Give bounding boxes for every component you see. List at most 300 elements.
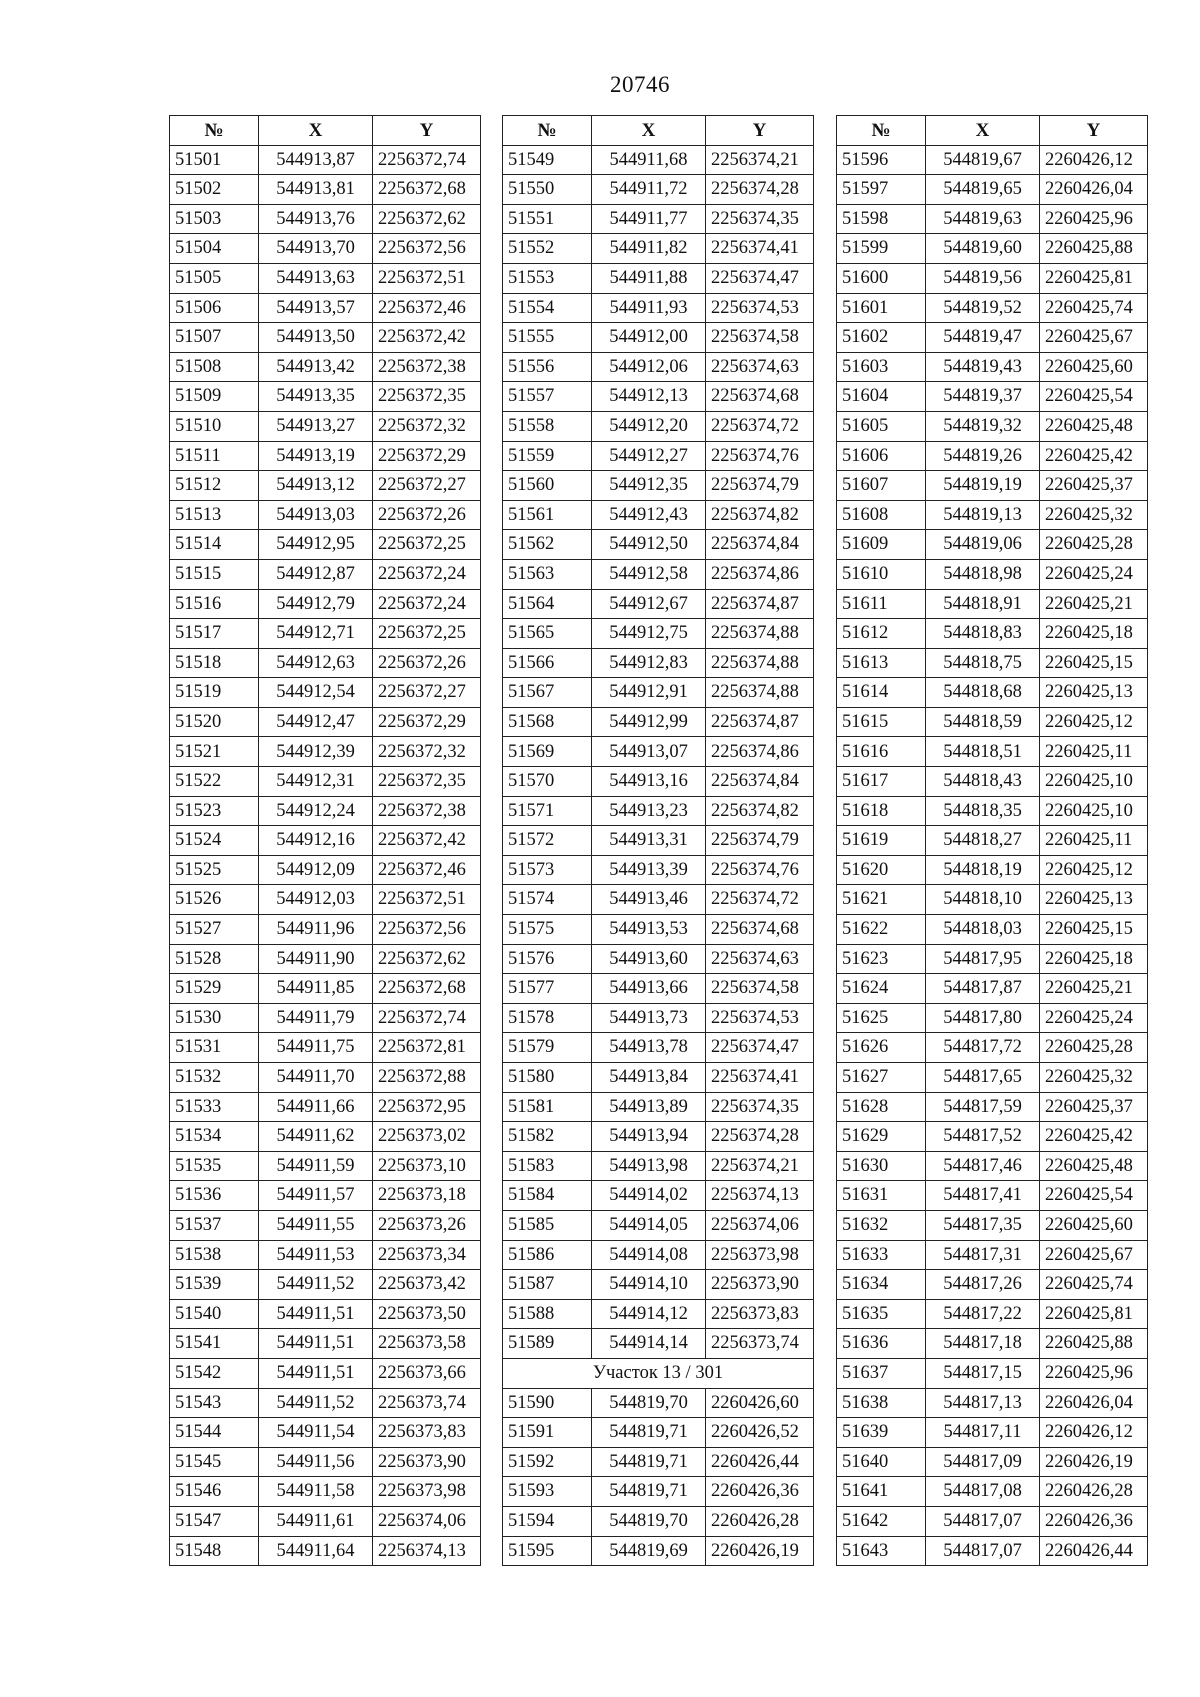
table-row bbox=[170, 471, 481, 501]
point-number-cell: 51605 bbox=[837, 411, 926, 441]
x-coordinate-cell: 544913,89 bbox=[592, 1092, 706, 1122]
point-number-cell: 51636 bbox=[837, 1329, 926, 1359]
y-coordinate-cell: 2256374,82 bbox=[706, 500, 814, 530]
x-coordinate-cell: 544912,13 bbox=[592, 382, 706, 412]
y-coordinate-cell: 2260425,74 bbox=[1040, 293, 1148, 323]
y-coordinate-cell: 2256372,25 bbox=[373, 619, 481, 649]
table-row bbox=[170, 234, 481, 264]
point-number-cell: 51642 bbox=[837, 1506, 926, 1536]
point-number-cell: 51589 bbox=[503, 1329, 592, 1359]
y-coordinate-cell: 2256373,74 bbox=[706, 1329, 814, 1359]
table-row bbox=[837, 1329, 1148, 1359]
table-row bbox=[170, 974, 481, 1004]
table-row bbox=[503, 1418, 814, 1448]
point-number-cell: 51550 bbox=[503, 175, 592, 205]
y-coordinate-cell: 2256372,51 bbox=[373, 263, 481, 293]
y-coordinate-cell: 2256372,81 bbox=[373, 1033, 481, 1063]
table-row bbox=[503, 263, 814, 293]
table-row bbox=[837, 1447, 1148, 1477]
point-number-cell: 51629 bbox=[837, 1122, 926, 1152]
table-row bbox=[503, 441, 814, 471]
y-coordinate-cell: 2260425,54 bbox=[1040, 1181, 1148, 1211]
y-coordinate-cell: 2260426,12 bbox=[1040, 1418, 1148, 1448]
y-coordinate-cell: 2260425,11 bbox=[1040, 737, 1148, 767]
header-number: № bbox=[170, 116, 259, 146]
point-number-cell: 51512 bbox=[170, 471, 259, 501]
x-coordinate-cell: 544912,39 bbox=[259, 737, 373, 767]
y-coordinate-cell: 2260425,28 bbox=[1040, 1033, 1148, 1063]
point-number-cell: 51614 bbox=[837, 678, 926, 708]
y-coordinate-cell: 2256372,68 bbox=[373, 974, 481, 1004]
y-coordinate-cell: 2256374,06 bbox=[373, 1506, 481, 1536]
table-row bbox=[503, 1122, 814, 1152]
y-coordinate-cell: 2260425,42 bbox=[1040, 441, 1148, 471]
table-row bbox=[503, 175, 814, 205]
x-coordinate-cell: 544818,75 bbox=[926, 648, 1040, 678]
table-row bbox=[170, 885, 481, 915]
table-row bbox=[170, 293, 481, 323]
x-coordinate-cell: 544912,31 bbox=[259, 767, 373, 797]
x-coordinate-cell: 544818,83 bbox=[926, 619, 1040, 649]
table-row bbox=[170, 263, 481, 293]
point-number-cell: 51596 bbox=[837, 145, 926, 175]
x-coordinate-cell: 544913,76 bbox=[259, 204, 373, 234]
y-coordinate-cell: 2260426,19 bbox=[1040, 1447, 1148, 1477]
y-coordinate-cell: 2256372,46 bbox=[373, 855, 481, 885]
y-coordinate-cell: 2256373,58 bbox=[373, 1329, 481, 1359]
y-coordinate-cell: 2256373,90 bbox=[706, 1270, 814, 1300]
table-row bbox=[503, 145, 814, 175]
x-coordinate-cell: 544911,68 bbox=[592, 145, 706, 175]
table-row bbox=[170, 1092, 481, 1122]
x-coordinate-cell: 544911,51 bbox=[259, 1329, 373, 1359]
table-row bbox=[170, 1358, 481, 1388]
table-row bbox=[170, 559, 481, 589]
table-row bbox=[837, 293, 1148, 323]
table-row bbox=[170, 767, 481, 797]
x-coordinate-cell: 544913,81 bbox=[259, 175, 373, 205]
table-row bbox=[837, 411, 1148, 441]
x-coordinate-cell: 544911,70 bbox=[259, 1063, 373, 1093]
y-coordinate-cell: 2256372,25 bbox=[373, 530, 481, 560]
x-coordinate-cell: 544817,72 bbox=[926, 1033, 1040, 1063]
y-coordinate-cell: 2260425,24 bbox=[1040, 1003, 1148, 1033]
x-coordinate-cell: 544818,68 bbox=[926, 678, 1040, 708]
table-header-row bbox=[170, 116, 481, 146]
table-row bbox=[503, 855, 814, 885]
x-coordinate-cell: 544911,93 bbox=[592, 293, 706, 323]
point-number-cell: 51555 bbox=[503, 323, 592, 353]
x-coordinate-cell: 544911,52 bbox=[259, 1388, 373, 1418]
x-coordinate-cell: 544819,26 bbox=[926, 441, 1040, 471]
table-row bbox=[837, 737, 1148, 767]
point-number-cell: 51539 bbox=[170, 1270, 259, 1300]
point-number-cell: 51631 bbox=[837, 1181, 926, 1211]
point-number-cell: 51542 bbox=[170, 1358, 259, 1388]
table-row bbox=[837, 648, 1148, 678]
point-number-cell: 51611 bbox=[837, 589, 926, 619]
y-coordinate-cell: 2256373,98 bbox=[373, 1477, 481, 1507]
y-coordinate-cell: 2260425,67 bbox=[1040, 1240, 1148, 1270]
table-row bbox=[837, 1003, 1148, 1033]
table-row bbox=[837, 1506, 1148, 1536]
point-number-cell: 51510 bbox=[170, 411, 259, 441]
table-row bbox=[170, 1477, 481, 1507]
y-coordinate-cell: 2256374,87 bbox=[706, 589, 814, 619]
point-number-cell: 51552 bbox=[503, 234, 592, 264]
point-number-cell: 51622 bbox=[837, 915, 926, 945]
table-row bbox=[503, 619, 814, 649]
x-coordinate-cell: 544913,39 bbox=[592, 855, 706, 885]
y-coordinate-cell: 2256372,35 bbox=[373, 767, 481, 797]
x-coordinate-cell: 544913,63 bbox=[259, 263, 373, 293]
table-row bbox=[837, 707, 1148, 737]
point-number-cell: 51526 bbox=[170, 885, 259, 915]
header-number: № bbox=[503, 116, 592, 146]
x-coordinate-cell: 544817,59 bbox=[926, 1092, 1040, 1122]
point-number-cell: 51638 bbox=[837, 1388, 926, 1418]
y-coordinate-cell: 2260425,15 bbox=[1040, 648, 1148, 678]
point-number-cell: 51628 bbox=[837, 1092, 926, 1122]
point-number-cell: 51529 bbox=[170, 974, 259, 1004]
table-row bbox=[837, 530, 1148, 560]
x-coordinate-cell: 544912,83 bbox=[592, 648, 706, 678]
table-row bbox=[170, 796, 481, 826]
table-row bbox=[503, 974, 814, 1004]
point-number-cell: 51511 bbox=[170, 441, 259, 471]
table-row bbox=[170, 1063, 481, 1093]
y-coordinate-cell: 2256372,62 bbox=[373, 944, 481, 974]
table-row bbox=[170, 204, 481, 234]
y-coordinate-cell: 2260425,74 bbox=[1040, 1270, 1148, 1300]
point-number-cell: 51566 bbox=[503, 648, 592, 678]
point-number-cell: 51516 bbox=[170, 589, 259, 619]
y-coordinate-cell: 2256374,28 bbox=[706, 175, 814, 205]
point-number-cell: 51570 bbox=[503, 767, 592, 797]
table-row bbox=[503, 1181, 814, 1211]
table-row bbox=[837, 323, 1148, 353]
point-number-cell: 51560 bbox=[503, 471, 592, 501]
y-coordinate-cell: 2256373,74 bbox=[373, 1388, 481, 1418]
y-coordinate-cell: 2260426,52 bbox=[706, 1418, 814, 1448]
point-number-cell: 51505 bbox=[170, 263, 259, 293]
y-coordinate-cell: 2256374,68 bbox=[706, 915, 814, 945]
table-row bbox=[170, 1210, 481, 1240]
point-number-cell: 51632 bbox=[837, 1210, 926, 1240]
y-coordinate-cell: 2256373,10 bbox=[373, 1151, 481, 1181]
point-number-cell: 51634 bbox=[837, 1270, 926, 1300]
point-number-cell: 51567 bbox=[503, 678, 592, 708]
x-coordinate-cell: 544912,06 bbox=[592, 352, 706, 382]
table-row bbox=[503, 915, 814, 945]
point-number-cell: 51620 bbox=[837, 855, 926, 885]
x-coordinate-cell: 544817,35 bbox=[926, 1210, 1040, 1240]
x-coordinate-cell: 544817,09 bbox=[926, 1447, 1040, 1477]
point-number-cell: 51557 bbox=[503, 382, 592, 412]
x-coordinate-cell: 544912,43 bbox=[592, 500, 706, 530]
x-coordinate-cell: 544912,63 bbox=[259, 648, 373, 678]
y-coordinate-cell: 2256372,38 bbox=[373, 352, 481, 382]
y-coordinate-cell: 2260426,12 bbox=[1040, 145, 1148, 175]
y-coordinate-cell: 2260426,04 bbox=[1040, 1388, 1148, 1418]
x-coordinate-cell: 544911,58 bbox=[259, 1477, 373, 1507]
table-row bbox=[837, 619, 1148, 649]
point-number-cell: 51543 bbox=[170, 1388, 259, 1418]
point-number-cell: 51595 bbox=[503, 1536, 592, 1566]
table-row bbox=[503, 382, 814, 412]
table-row bbox=[503, 1092, 814, 1122]
point-number-cell: 51520 bbox=[170, 707, 259, 737]
point-number-cell: 51610 bbox=[837, 559, 926, 589]
x-coordinate-cell: 544911,77 bbox=[592, 204, 706, 234]
x-coordinate-cell: 544912,27 bbox=[592, 441, 706, 471]
y-coordinate-cell: 2256374,21 bbox=[706, 1151, 814, 1181]
table-row bbox=[503, 1003, 814, 1033]
y-coordinate-cell: 2260425,10 bbox=[1040, 767, 1148, 797]
table-row bbox=[837, 1181, 1148, 1211]
x-coordinate-cell: 544914,08 bbox=[592, 1240, 706, 1270]
y-coordinate-cell: 2256373,83 bbox=[706, 1299, 814, 1329]
x-coordinate-cell: 544912,16 bbox=[259, 826, 373, 856]
point-number-cell: 51533 bbox=[170, 1092, 259, 1122]
x-coordinate-cell: 544911,85 bbox=[259, 974, 373, 1004]
x-coordinate-cell: 544913,60 bbox=[592, 944, 706, 974]
y-coordinate-cell: 2260426,28 bbox=[706, 1506, 814, 1536]
table-row bbox=[170, 707, 481, 737]
y-coordinate-cell: 2256374,86 bbox=[706, 737, 814, 767]
y-coordinate-cell: 2260425,88 bbox=[1040, 1329, 1148, 1359]
y-coordinate-cell: 2260426,44 bbox=[706, 1447, 814, 1477]
point-number-cell: 51547 bbox=[170, 1506, 259, 1536]
y-coordinate-cell: 2260425,81 bbox=[1040, 1299, 1148, 1329]
table-row bbox=[503, 648, 814, 678]
point-number-cell: 51532 bbox=[170, 1063, 259, 1093]
point-number-cell: 51527 bbox=[170, 915, 259, 945]
x-coordinate-cell: 544818,43 bbox=[926, 767, 1040, 797]
point-number-cell: 51549 bbox=[503, 145, 592, 175]
y-coordinate-cell: 2256372,56 bbox=[373, 915, 481, 945]
point-number-cell: 51575 bbox=[503, 915, 592, 945]
point-number-cell: 51518 bbox=[170, 648, 259, 678]
point-number-cell: 51578 bbox=[503, 1003, 592, 1033]
y-coordinate-cell: 2256372,88 bbox=[373, 1063, 481, 1093]
y-coordinate-cell: 2256374,58 bbox=[706, 323, 814, 353]
point-number-cell: 51615 bbox=[837, 707, 926, 737]
x-coordinate-cell: 544911,90 bbox=[259, 944, 373, 974]
point-number-cell: 51509 bbox=[170, 382, 259, 412]
x-coordinate-cell: 544818,51 bbox=[926, 737, 1040, 767]
x-coordinate-cell: 544913,84 bbox=[592, 1063, 706, 1093]
x-coordinate-cell: 544817,95 bbox=[926, 944, 1040, 974]
point-number-cell: 51503 bbox=[170, 204, 259, 234]
table-row bbox=[170, 1299, 481, 1329]
table-row bbox=[170, 1418, 481, 1448]
table-row bbox=[837, 1270, 1148, 1300]
y-coordinate-cell: 2256373,02 bbox=[373, 1122, 481, 1152]
y-coordinate-cell: 2260426,36 bbox=[706, 1477, 814, 1507]
point-number-cell: 51546 bbox=[170, 1477, 259, 1507]
x-coordinate-cell: 544911,51 bbox=[259, 1299, 373, 1329]
point-number-cell: 51624 bbox=[837, 974, 926, 1004]
x-coordinate-cell: 544819,69 bbox=[592, 1536, 706, 1566]
x-coordinate-cell: 544818,03 bbox=[926, 915, 1040, 945]
x-coordinate-cell: 544913,57 bbox=[259, 293, 373, 323]
y-coordinate-cell: 2256374,88 bbox=[706, 678, 814, 708]
point-number-cell: 51506 bbox=[170, 293, 259, 323]
x-coordinate-cell: 544913,42 bbox=[259, 352, 373, 382]
y-coordinate-cell: 2256373,26 bbox=[373, 1210, 481, 1240]
x-coordinate-cell: 544819,70 bbox=[592, 1506, 706, 1536]
y-coordinate-cell: 2260425,13 bbox=[1040, 678, 1148, 708]
point-number-cell: 51601 bbox=[837, 293, 926, 323]
y-coordinate-cell: 2256374,35 bbox=[706, 1092, 814, 1122]
x-coordinate-cell: 544912,87 bbox=[259, 559, 373, 589]
y-coordinate-cell: 2256374,53 bbox=[706, 1003, 814, 1033]
table-row bbox=[170, 1447, 481, 1477]
table-row bbox=[503, 559, 814, 589]
y-coordinate-cell: 2260425,88 bbox=[1040, 234, 1148, 264]
y-coordinate-cell: 2256373,42 bbox=[373, 1270, 481, 1300]
x-coordinate-cell: 544818,35 bbox=[926, 796, 1040, 826]
table-row bbox=[837, 352, 1148, 382]
y-coordinate-cell: 2256374,41 bbox=[706, 1063, 814, 1093]
x-coordinate-cell: 544912,09 bbox=[259, 855, 373, 885]
table-header-row bbox=[837, 116, 1148, 146]
table-row bbox=[837, 915, 1148, 945]
x-coordinate-cell: 544817,52 bbox=[926, 1122, 1040, 1152]
y-coordinate-cell: 2260425,18 bbox=[1040, 944, 1148, 974]
point-number-cell: 51608 bbox=[837, 500, 926, 530]
y-coordinate-cell: 2260426,44 bbox=[1040, 1536, 1148, 1566]
y-coordinate-cell: 2260425,11 bbox=[1040, 826, 1148, 856]
y-coordinate-cell: 2256372,27 bbox=[373, 471, 481, 501]
x-coordinate-cell: 544818,59 bbox=[926, 707, 1040, 737]
point-number-cell: 51572 bbox=[503, 826, 592, 856]
table-row bbox=[503, 411, 814, 441]
section-row bbox=[503, 1358, 814, 1388]
table-row bbox=[837, 1388, 1148, 1418]
table-row bbox=[170, 1536, 481, 1566]
table-row bbox=[837, 767, 1148, 797]
x-coordinate-cell: 544819,67 bbox=[926, 145, 1040, 175]
point-number-cell: 51564 bbox=[503, 589, 592, 619]
y-coordinate-cell: 2260426,19 bbox=[706, 1536, 814, 1566]
y-coordinate-cell: 2260425,48 bbox=[1040, 1151, 1148, 1181]
x-coordinate-cell: 544911,88 bbox=[592, 263, 706, 293]
x-coordinate-cell: 544911,56 bbox=[259, 1447, 373, 1477]
x-coordinate-cell: 544912,79 bbox=[259, 589, 373, 619]
point-number-cell: 51573 bbox=[503, 855, 592, 885]
point-number-cell: 51641 bbox=[837, 1477, 926, 1507]
x-coordinate-cell: 544911,82 bbox=[592, 234, 706, 264]
y-coordinate-cell: 2256374,72 bbox=[706, 411, 814, 441]
table-row bbox=[170, 382, 481, 412]
point-number-cell: 51635 bbox=[837, 1299, 926, 1329]
point-number-cell: 51582 bbox=[503, 1122, 592, 1152]
point-number-cell: 51502 bbox=[170, 175, 259, 205]
x-coordinate-cell: 544817,31 bbox=[926, 1240, 1040, 1270]
table-row bbox=[837, 796, 1148, 826]
y-coordinate-cell: 2256372,26 bbox=[373, 648, 481, 678]
x-coordinate-cell: 544817,26 bbox=[926, 1270, 1040, 1300]
y-coordinate-cell: 2256374,53 bbox=[706, 293, 814, 323]
point-number-cell: 51561 bbox=[503, 500, 592, 530]
point-number-cell: 51554 bbox=[503, 293, 592, 323]
y-coordinate-cell: 2256374,88 bbox=[706, 619, 814, 649]
table-row bbox=[170, 1388, 481, 1418]
y-coordinate-cell: 2256372,68 bbox=[373, 175, 481, 205]
point-number-cell: 51637 bbox=[837, 1358, 926, 1388]
x-coordinate-cell: 544819,32 bbox=[926, 411, 1040, 441]
y-coordinate-cell: 2260425,10 bbox=[1040, 796, 1148, 826]
point-number-cell: 51537 bbox=[170, 1210, 259, 1240]
table-row bbox=[170, 1270, 481, 1300]
y-coordinate-cell: 2256374,87 bbox=[706, 707, 814, 737]
x-coordinate-cell: 544913,31 bbox=[592, 826, 706, 856]
table-row bbox=[503, 1033, 814, 1063]
point-number-cell: 51576 bbox=[503, 944, 592, 974]
x-coordinate-cell: 544912,24 bbox=[259, 796, 373, 826]
x-coordinate-cell: 544913,23 bbox=[592, 796, 706, 826]
header-x: X bbox=[592, 116, 706, 146]
x-coordinate-cell: 544913,27 bbox=[259, 411, 373, 441]
table-row bbox=[170, 1122, 481, 1152]
point-number-cell: 51517 bbox=[170, 619, 259, 649]
x-coordinate-cell: 544817,65 bbox=[926, 1063, 1040, 1093]
table-row bbox=[503, 767, 814, 797]
point-number-cell: 51619 bbox=[837, 826, 926, 856]
point-number-cell: 51606 bbox=[837, 441, 926, 471]
table-row bbox=[503, 1536, 814, 1566]
x-coordinate-cell: 544912,75 bbox=[592, 619, 706, 649]
point-number-cell: 51545 bbox=[170, 1447, 259, 1477]
point-number-cell: 51541 bbox=[170, 1329, 259, 1359]
y-coordinate-cell: 2256374,82 bbox=[706, 796, 814, 826]
table-row bbox=[170, 1329, 481, 1359]
x-coordinate-cell: 544913,94 bbox=[592, 1122, 706, 1152]
table-row bbox=[503, 1477, 814, 1507]
table-row bbox=[837, 175, 1148, 205]
y-coordinate-cell: 2256373,98 bbox=[706, 1240, 814, 1270]
table-row bbox=[170, 500, 481, 530]
point-number-cell: 51593 bbox=[503, 1477, 592, 1507]
x-coordinate-cell: 544914,14 bbox=[592, 1329, 706, 1359]
x-coordinate-cell: 544913,07 bbox=[592, 737, 706, 767]
table-row bbox=[837, 441, 1148, 471]
table-row bbox=[503, 796, 814, 826]
point-number-cell: 51618 bbox=[837, 796, 926, 826]
point-number-cell: 51563 bbox=[503, 559, 592, 589]
section-title: Участок 13 / 301 bbox=[503, 1358, 814, 1388]
table-row bbox=[837, 263, 1148, 293]
table-row bbox=[837, 1151, 1148, 1181]
x-coordinate-cell: 544911,57 bbox=[259, 1181, 373, 1211]
y-coordinate-cell: 2260425,12 bbox=[1040, 707, 1148, 737]
table-row bbox=[170, 1506, 481, 1536]
y-coordinate-cell: 2256372,35 bbox=[373, 382, 481, 412]
table-row bbox=[503, 1210, 814, 1240]
point-number-cell: 51630 bbox=[837, 1151, 926, 1181]
table-row bbox=[837, 1122, 1148, 1152]
table-row bbox=[503, 589, 814, 619]
table-row bbox=[837, 1210, 1148, 1240]
point-number-cell: 51569 bbox=[503, 737, 592, 767]
table-row bbox=[837, 678, 1148, 708]
point-number-cell: 51568 bbox=[503, 707, 592, 737]
x-coordinate-cell: 544817,18 bbox=[926, 1329, 1040, 1359]
table-row bbox=[170, 589, 481, 619]
x-coordinate-cell: 544911,54 bbox=[259, 1418, 373, 1448]
